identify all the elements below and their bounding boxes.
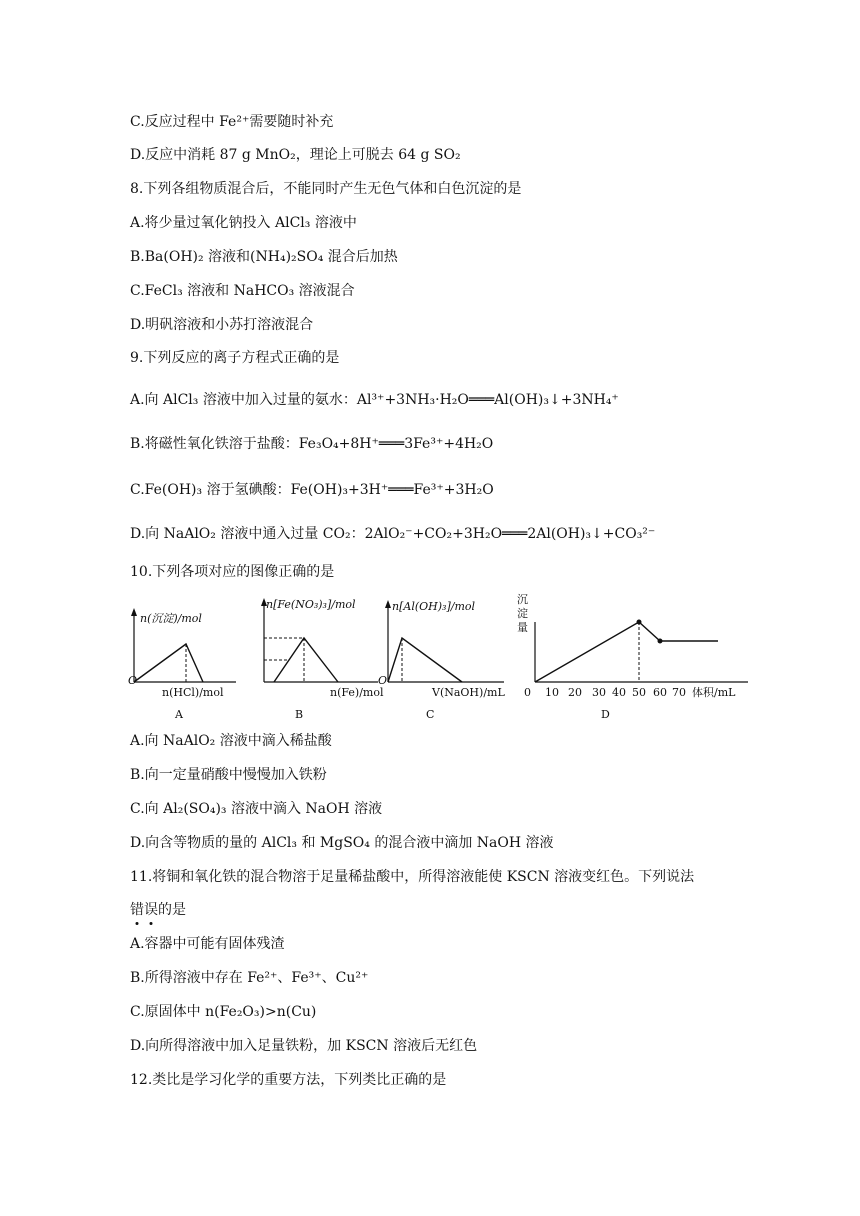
figure-a	[128, 586, 246, 722]
question-9: 9.下列反应的离子方程式正确的是	[130, 350, 340, 366]
figure-d-tick: 60	[653, 686, 667, 699]
figure-d-tick: 20	[568, 686, 582, 699]
option-11b: B.所得溶液中存在 Fe²⁺、Fe³⁺、Cu²⁺	[130, 970, 369, 986]
option-7c: C.反应过程中 Fe²⁺需要随时补充	[130, 114, 334, 130]
figure-d-tick: 10	[545, 686, 559, 699]
option-9a: A.向 AlCl₃ 溶液中加入过量的氨水：Al³⁺+3NH₃·H₂O═══Al(OH)₃↓+3NH₄⁺	[130, 392, 619, 408]
option-10a: A.向 NaAlO₂ 溶液中滴入稀盐酸	[130, 733, 332, 749]
figure-b-ylabel: n[Fe(NO₃)₃]/mol	[266, 598, 356, 611]
emphasis-char: 错	[130, 902, 144, 918]
option-9b: B.将磁性氧化铁溶于盐酸：Fe₃O₄+8H⁺═══3Fe³⁺+4H₂O	[130, 436, 494, 452]
figure-a-origin: O	[128, 674, 138, 687]
figure-c-caption: C	[426, 708, 435, 721]
option-9d: D.向 NaAlO₂ 溶液中通入过量 CO₂：2AlO₂⁻+CO₂+3H₂O═══2Al(OH)₃↓+CO₃²⁻	[130, 526, 656, 542]
figure-a-xlabel: n(HCl)/mol	[162, 686, 224, 699]
option-11a: A.容器中可能有固体残渣	[130, 936, 285, 952]
figure-d-ylabel-3: 量	[517, 621, 528, 634]
option-8a: A.将少量过氧化钠投入 AlCl₃ 溶液中	[130, 215, 357, 231]
figure-a-ylabel: n(沉淀)/mol	[140, 612, 202, 625]
figure-d-ylabel-1: 沉	[517, 593, 528, 606]
question-10: 10.下列各项对应的图像正确的是	[130, 564, 335, 580]
figure-c-origin: O	[378, 674, 388, 687]
figure-d-tick: 40	[612, 686, 626, 699]
option-10b: B.向一定量硝酸中慢慢加入铁粉	[130, 767, 327, 783]
option-8c: C.FeCl₃ 溶液和 NaHCO₃ 溶液混合	[130, 283, 355, 299]
figure-b-xlabel: n(Fe)/mol	[330, 686, 384, 699]
figure-d-ylabel-2: 淀	[517, 607, 528, 620]
question-11-tail: 的是	[158, 902, 186, 918]
question-11: 11.将铜和氧化铁的混合物溶于足量稀盐酸中，所得溶液能使 KSCN 溶液变红色。下列说法	[130, 869, 695, 885]
emphasis-char: 误	[144, 902, 158, 918]
figure-b	[258, 586, 386, 722]
figure-d-caption: D	[601, 708, 610, 721]
option-11d: D.向所得溶液中加入足量铁粉，加 KSCN 溶液后无红色	[130, 1038, 478, 1054]
figure-d-xlabel: 体积/mL	[692, 686, 736, 699]
option-8b: B.Ba(OH)₂ 溶液和(NH₄)₂SO₄ 混合后加热	[130, 249, 398, 265]
figure-d-tick: 50	[632, 686, 646, 699]
option-10d: D.向含等物质的量的 AlCl₃ 和 MgSO₄ 的混合液中滴加 NaOH 溶液	[130, 835, 554, 851]
figure-b-caption: B	[295, 708, 304, 721]
figure-d-tick: 30	[592, 686, 606, 699]
figure-a-caption: A	[175, 708, 183, 721]
question-11-cont	[130, 900, 186, 920]
option-11c: C.原固体中 n(Fe₂O₃)>n(Cu)	[130, 1004, 317, 1020]
figure-c-ylabel: n[Al(OH)₃]/mol	[392, 600, 476, 613]
figure-d	[510, 586, 750, 722]
question-8: 8.下列各组物质混合后，不能同时产生无色气体和白色沉淀的是	[130, 181, 522, 197]
option-7d: D.反应中消耗 87 g MnO₂，理论上可脱去 64 g SO₂	[130, 147, 461, 163]
option-9c: C.Fe(OH)₃ 溶于氢碘酸：Fe(OH)₃+3H⁺═══Fe³⁺+3H₂O	[130, 482, 494, 498]
figure-c-xlabel: V(NaOH)/mL	[432, 686, 505, 699]
figure-d-tick: 70	[672, 686, 686, 699]
option-10c: C.向 Al₂(SO₄)₃ 溶液中滴入 NaOH 溶液	[130, 801, 383, 817]
figure-d-origin: 0	[524, 686, 531, 699]
option-8d: D.明矾溶液和小苏打溶液混合	[130, 317, 314, 333]
figure-c	[376, 586, 512, 722]
question-12: 12.类比是学习化学的重要方法，下列类比正确的是	[130, 1072, 447, 1088]
